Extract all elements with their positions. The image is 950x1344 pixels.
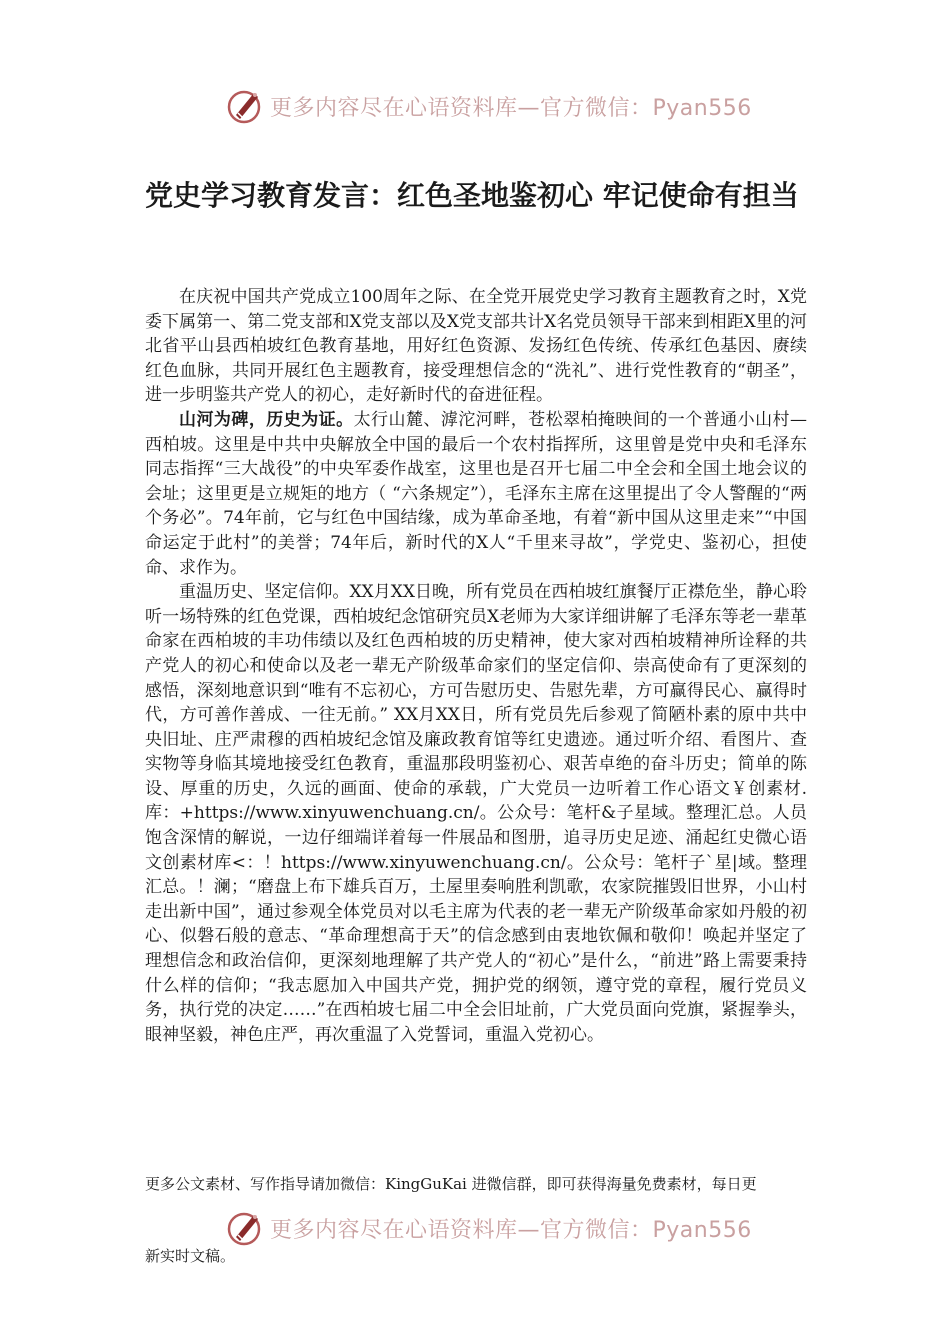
banner-text [270,91,752,122]
paragraph [145,580,807,1047]
banner-wechat-id: Pyan556 [652,1217,752,1243]
footer-banner [224,1206,752,1250]
header-banner [224,84,752,128]
footer-note: 更多公文素材、写作指导请加微信：KingGuKai 进微信群，即可获得海量免费素材，每日更 [145,1175,757,1193]
pen-nib-logo-icon [224,1207,266,1249]
paragraph-lead: 山河为碑，历史为证。 [179,409,354,430]
document-title: 党史学习教育发言：红色圣地鉴初心 牢记使命有担当 [145,179,799,212]
banner-label: 更多内容尽在心语资料库—官方微信： [270,1217,653,1243]
pen-nib-logo-icon [224,85,266,127]
banner-text [270,1213,752,1244]
paragraph-text: 重温历史、坚定信仰。XX月XX日晚，所有党员在西柏坡红旗餐厅正襟危坐，静心聆听一场特殊的红色党课，西柏坡纪念馆研究员X老师为大家详细讲解了毛泽东等老一辈革命家在西柏坡的丰功伟绩以及红色西柏坡的历史精神，使大家对西柏坡精神所诠释的共产党人的初心和使命以及老一辈无产阶级革命家们的坚定信仰、崇高使命有了更深刻的感悟，深刻地意识到“唯有不忘初心，方可告慰历史、告慰先辈，方可赢得民心、赢得时代，方可善作善成、一往无前。” XX月XX日，所有党员先后参观了简陋朴素的原中共中央旧址、庄严肃穆的西柏坡纪念馆及廉政教育馆等红史遗迹。通过听介绍、看图片、查实物等身临其境地接受红色教育，重温那段明鉴初心、艰苦卓绝的奋斗历史；简单的陈设、厚重的历史，久远的画面、使命的承载，广大党员一边听着工作心语文￥创素材.库：+https://www.xinyuwenchuang.cn/。公众号：笔杆&子星域。整理汇总。人员饱含深情的解说，一边仔细端详着每一件展品和图册，追寻历史足迹、涌起红史微心语文创素材库<：！https://www.xinyuwenchuang.cn/。公众号：笔杆子`星|域。整理汇总。！澜；“磨盘上布下雄兵百万，土屋里奏响胜利凯歌，农家院摧毁旧世界，小山村走出新中国”，通过参观全体党员对以毛主席为代表的老一辈无产阶级革命家如丹般的初心、似磐石般的意志、“革命理想高于天”的信念感到由衷地钦佩和敬仰！唤起并坚定了理想信念和政治信仰，更深刻地理解了共产党人的“初心”是什么，“前进”路上需要秉持什么样的信仰；“我志愿加入中国共产党，拥护党的纲领，遵守党的章程，履行党员义务，执行党的决定……”在西柏坡七届二中全会旧址前，广大党员面向党旗，紧握拳头，眼神坚毅，神色庄严，再次重温了入党誓词，重温入党初心。 [145,582,807,1045]
footer-note-continuation: 新实时文稿。 [145,1247,236,1265]
paragraph [145,408,807,580]
banner-wechat-id: Pyan556 [652,95,752,121]
banner-label: 更多内容尽在心语资料库—官方微信： [270,95,653,121]
paragraph [145,285,807,408]
document-body [145,285,807,1047]
paragraph-text: 太行山麓、滹沱河畔，苍松翠柏掩映间的一个普通小山村—西柏坡。这里是中共中央解放全中国的最后一个农村指挥所，这里曾是党中央和毛泽东同志指挥“三大战役”的中央军委作战室，这里也是召开七届二中全会和全国土地会议的会址；这里更是立规矩的地方（ “六条规定”），毛泽东主席在这里提出了令人警醒的“两个务必”。74年前，它与红色中国结缘，成为革命圣地，有着“新中国从这里走来”“中国命运定于此村”的美誉；74年后，新时代的X人“千里来寻故”，学党史、鉴初心，担使命、求作为。 [145,409,808,578]
paragraph-text: 在庆祝中国共产党成立100周年之际、在全党开展党史学习教育主题教育之时，X党委下属第一、第二党支部和X党支部以及X党支部共计X名党员领导干部来到相距X里的河北省平山县西柏坡红色教育基地，用好红色资源、发扬红色传统、传承红色基因、赓续红色血脉，共同开展红色主题教育，接受理想信念的“洗礼”、进行党性教育的“朝圣”，进一步明鉴共产党人的初心，走好新时代的奋进征程。 [145,287,807,406]
